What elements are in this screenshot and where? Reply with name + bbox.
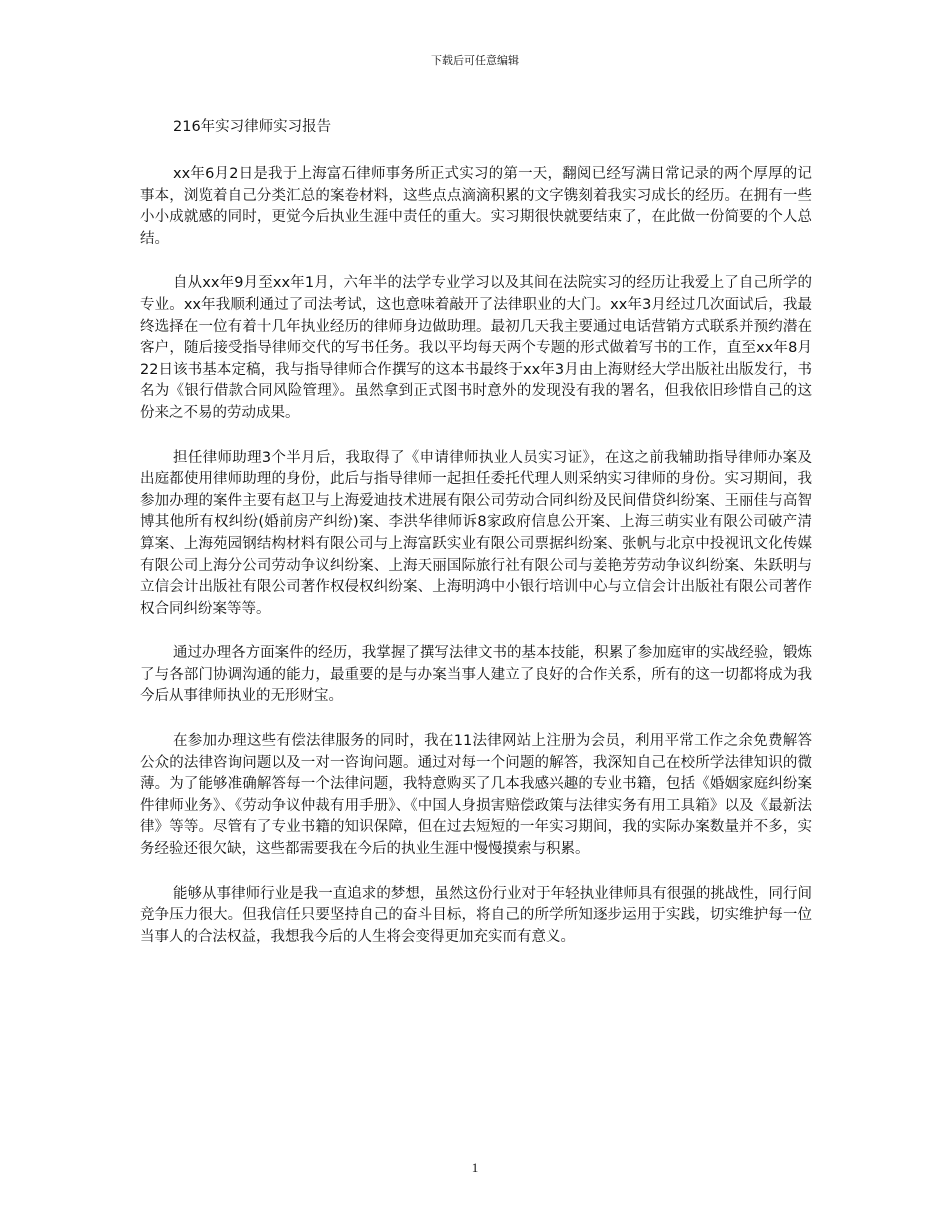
paragraph-1: xx年6月2日是我于上海富石律师事务所正式实习的第一天，翻阅已经写满日常记录的两个厚厚的记事本，浏览着自己分类汇总的案卷材料，这些点点滴滴积累的文字镌刻着我实习成长的经历。在拥有一些小小成就感的同时，更觉今后执业生涯中责任的重大。实习期很快就要结束了，在此做一份简要的个人总结。 [140,166,812,247]
paragraph-3: 担任律师助理3个半月后，我取得了《申请律师执业人员实习证》，在这之前我辅助指导律师办案及出庭都使用律师助理的身份，此后与指导律师一起担任委托代理人则采纳实习律师的身份。实习期间，我参加办理的案件主要有赵卫与上海爱迪技术进展有限公司劳动合同纠纷及民间借贷纠纷案、王丽佳与高智博其他所有权纠纷(婚前房产纠纷)案、李洪华律师诉8家政府信息公开案、上海三萌实业有限公司破产清算案、上海苑园钢结构材料有限公司与上海富跃实业有限公司票据纠纷案、张帆与北京中投视讯文化传媒有限公司上海分公司劳动争议纠纷案、上海天丽国际旅行社有限公司与姜艳芳劳动争议纠纷案、朱跃明与立信会计出版社有限公司著作权侵权纠纷案、上海明鸿中小银行培训中心与立信会计出版社有限公司著作权合同纠纷案等等。 [140,449,812,617]
page-header-note: 下载后可任意编辑 [431,54,519,67]
document-body [140,116,812,971]
paragraph-2: 自从xx年9月至xx年1月，六年半的法学专业学习以及其间在法院实习的经历让我爱上了自己所学的专业。xx年我顺利通过了司法考试，这也意味着敲开了法律职业的大门。xx年3月经过几次面试后，我最终选择在一位有着十几年执业经历的律师身边做助理。最初几天我主要通过电话营销方式联系并预约潜在客户，随后接受指导律师交代的写书任务。我以平均每天两个专题的形式做着写书的工作，直至xx年8月22日该书基本定稿，我与指导律师合作撰写的这本书最终于xx年3月由上海财经大学出版社出版发行，书名为《银行借款合同风险管理》。虽然拿到正式图书时意外的发现没有我的署名，但我依旧珍惜自己的这份来之不易的劳动成果。 [140,275,812,421]
paragraph-4: 通过办理各方面案件的经历，我掌握了撰写法律文书的基本技能，积累了参加庭审的实战经验，锻炼了与各部门协调沟通的能力，最重要的是与办案当事人建立了良好的合作关系，所有的这一切都将成为我今后从事律师执业的无形财宝。 [140,645,812,705]
page-number: 1 [471,1160,479,1175]
paragraph-6: 能够从事律师行业是我一直追求的梦想，虽然这份行业对于年轻执业律师具有很强的挑战性，同行间竞争压力很大。但我信任只要坚持自己的奋斗目标，将自己的所学所知逐步运用于实践，切实维护每一位当事人的合法权益，我想我今后的人生将会变得更加充实而有意义。 [140,885,812,945]
document-title: 216年实习律师实习报告 [173,119,332,135]
paragraph-5: 在参加办理这些有偿法律服务的同时，我在11法律网站上注册为会员，利用平常工作之余免费解答公众的法律咨询问题以及一对一咨询问题。通过对每一个问题的解答，我深知自己在校所学法律知识的微薄。为了能够准确解答每一个法律问题，我特意购买了几本我感兴趣的专业书籍，包括《婚姻家庭纠纷案件律师业务》、《劳动争议仲裁有用手册》、《中国人身损害赔偿政策与法律实务有用工具箱》以及《最新法律》等等。尽管有了专业书籍的知识保障，但在过去短短的一年实习期间，我的实际办案数量并不多，实务经验还很欠缺，这些都需要我在今后的执业生涯中慢慢摸索与积累。 [140,733,812,858]
